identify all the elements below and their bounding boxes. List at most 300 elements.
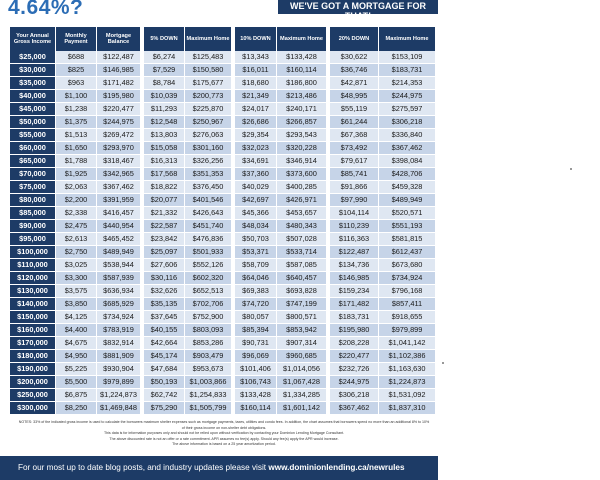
value-cell: $602,320 [185, 272, 232, 285]
income-cell: $35,000 [10, 77, 56, 90]
value-cell: $15,058 [144, 142, 185, 155]
value-cell: $318,467 [97, 155, 141, 168]
table-body [10, 51, 436, 415]
value-cell: $1,925 [56, 168, 97, 181]
value-cell: $501,933 [185, 246, 232, 259]
stray-dot [442, 362, 444, 364]
value-cell: $90,731 [235, 337, 277, 350]
header-mortgage-balance: Mortgage Balance [97, 27, 141, 51]
value-cell: $220,477 [97, 103, 141, 116]
income-cell: $160,000 [10, 324, 56, 337]
value-cell: $979,899 [97, 376, 141, 389]
value-cell: $26,686 [235, 116, 277, 129]
value-cell: $979,899 [379, 324, 436, 337]
value-cell: $752,900 [185, 311, 232, 324]
value-cell: $293,970 [97, 142, 141, 155]
income-cell: $55,000 [10, 129, 56, 142]
value-cell: $133,428 [277, 51, 327, 64]
value-cell: $62,742 [144, 389, 185, 402]
value-cell: $4,125 [56, 311, 97, 324]
value-cell: $3,300 [56, 272, 97, 285]
value-cell: $125,483 [185, 51, 232, 64]
header-income: Your Annual Gross Income [10, 27, 56, 51]
value-cell: $13,343 [235, 51, 277, 64]
value-cell: $50,703 [235, 233, 277, 246]
value-cell: $122,487 [97, 51, 141, 64]
value-cell: $225,870 [185, 103, 232, 116]
table-row [10, 259, 436, 272]
income-cell: $170,000 [10, 337, 56, 350]
value-cell: $3,575 [56, 285, 97, 298]
table-row [10, 272, 436, 285]
value-cell: $1,531,092 [379, 389, 436, 402]
note-text: This data is for information purposes only and should not be relied upon without verification by contacting your Dominion Lending Mortgage Consultant. [103, 431, 345, 436]
value-cell: $903,479 [185, 350, 232, 363]
value-cell: $146,985 [97, 64, 141, 77]
value-cell: $208,228 [330, 337, 379, 350]
header-max-home-10: Maximum Home [277, 27, 327, 51]
value-cell: $183,731 [330, 311, 379, 324]
value-cell: $426,643 [185, 207, 232, 220]
value-cell: $1,650 [56, 142, 97, 155]
value-cell: $416,457 [97, 207, 141, 220]
value-cell: $428,706 [379, 168, 436, 181]
value-cell: $702,706 [185, 298, 232, 311]
value-cell: $22,587 [144, 220, 185, 233]
value-cell: $42,697 [235, 194, 277, 207]
value-cell: $171,482 [97, 77, 141, 90]
value-cell: $64,046 [235, 272, 277, 285]
value-cell: $34,691 [235, 155, 277, 168]
value-cell: $1,601,142 [277, 402, 327, 415]
value-cell: $232,726 [330, 363, 379, 376]
income-cell: $90,000 [10, 220, 56, 233]
value-cell: $293,543 [277, 129, 327, 142]
value-cell: $11,293 [144, 103, 185, 116]
value-cell: $50,193 [144, 376, 185, 389]
value-cell: $803,093 [185, 324, 232, 337]
value-cell: $747,199 [277, 298, 327, 311]
value-cell: $918,655 [379, 311, 436, 324]
table-header-row [10, 27, 436, 51]
table-row [10, 51, 436, 64]
value-cell: $69,383 [235, 285, 277, 298]
value-cell: $853,286 [185, 337, 232, 350]
value-cell: $1,067,428 [277, 376, 327, 389]
table-row [10, 350, 436, 363]
value-cell: $160,114 [277, 64, 327, 77]
income-cell: $75,000 [10, 181, 56, 194]
value-cell: $134,736 [330, 259, 379, 272]
value-cell: $440,954 [97, 220, 141, 233]
value-cell: $240,171 [277, 103, 327, 116]
value-cell: $489,949 [97, 246, 141, 259]
income-cell: $120,000 [10, 272, 56, 285]
value-cell: $451,740 [185, 220, 232, 233]
income-cell: $250,000 [10, 389, 56, 402]
header-max-home-20: Maximum Home [379, 27, 436, 51]
value-cell: $21,349 [235, 90, 277, 103]
value-cell: $20,077 [144, 194, 185, 207]
income-cell: $110,000 [10, 259, 56, 272]
value-cell: $367,462 [379, 142, 436, 155]
value-cell: $301,160 [185, 142, 232, 155]
headline-rate: 4.64%? [8, 0, 84, 19]
value-cell: $685,929 [97, 298, 141, 311]
value-cell: $2,475 [56, 220, 97, 233]
value-cell: $326,256 [185, 155, 232, 168]
value-cell: $1,254,833 [185, 389, 232, 402]
value-cell: $336,840 [379, 129, 436, 142]
header-max-home-5: Maximum Home [185, 27, 232, 51]
value-cell: $55,119 [330, 103, 379, 116]
value-cell: $36,746 [330, 64, 379, 77]
value-cell: $636,934 [97, 285, 141, 298]
income-cell: $65,000 [10, 155, 56, 168]
value-cell: $220,477 [330, 350, 379, 363]
value-cell: $18,680 [235, 77, 277, 90]
value-cell: $80,057 [235, 311, 277, 324]
table-row [10, 324, 436, 337]
value-cell: $250,967 [185, 116, 232, 129]
header-monthly-payment: Monthly Payment [56, 27, 97, 51]
table-row [10, 207, 436, 220]
value-cell: $4,400 [56, 324, 97, 337]
income-cell: $130,000 [10, 285, 56, 298]
value-cell: $116,363 [330, 233, 379, 246]
value-cell: $907,314 [277, 337, 327, 350]
table-row [10, 246, 436, 259]
value-cell: $186,800 [277, 77, 327, 90]
stray-dot [570, 168, 572, 170]
value-cell: $688 [56, 51, 97, 64]
value-cell: $963 [56, 77, 97, 90]
value-cell: $1,837,310 [379, 402, 436, 415]
value-cell: $4,950 [56, 350, 97, 363]
value-cell: $30,116 [144, 272, 185, 285]
value-cell: $40,155 [144, 324, 185, 337]
value-cell: $153,109 [379, 51, 436, 64]
notes-section [18, 420, 430, 448]
value-cell: $3,850 [56, 298, 97, 311]
value-cell: $673,680 [379, 259, 436, 272]
table-row [10, 103, 436, 116]
value-cell: $800,571 [277, 311, 327, 324]
value-cell: $45,174 [144, 350, 185, 363]
value-cell: $195,980 [97, 90, 141, 103]
value-cell: $320,228 [277, 142, 327, 155]
value-cell: $17,568 [144, 168, 185, 181]
value-cell: $693,828 [277, 285, 327, 298]
income-cell: $200,000 [10, 376, 56, 389]
value-cell: $183,731 [379, 64, 436, 77]
value-cell: $4,675 [56, 337, 97, 350]
table-row [10, 220, 436, 233]
value-cell: $453,657 [277, 207, 327, 220]
value-cell: $75,290 [144, 402, 185, 415]
value-cell: $47,684 [144, 363, 185, 376]
value-cell: $581,815 [379, 233, 436, 246]
table-row [10, 389, 436, 402]
value-cell: $832,914 [97, 337, 141, 350]
value-cell: $346,914 [277, 155, 327, 168]
value-cell: $1,041,142 [379, 337, 436, 350]
table-row [10, 64, 436, 77]
value-cell: $91,866 [330, 181, 379, 194]
value-cell: $6,875 [56, 389, 97, 402]
value-cell: $266,857 [277, 116, 327, 129]
income-cell: $100,000 [10, 246, 56, 259]
value-cell: $40,029 [235, 181, 277, 194]
value-cell: $23,842 [144, 233, 185, 246]
income-cell: $300,000 [10, 402, 56, 415]
value-cell: $21,332 [144, 207, 185, 220]
table-row [10, 194, 436, 207]
value-cell: $930,904 [97, 363, 141, 376]
value-cell: $159,234 [330, 285, 379, 298]
table-row [10, 90, 436, 103]
value-cell: $538,944 [97, 259, 141, 272]
value-cell: $533,714 [277, 246, 327, 259]
value-cell: $3,025 [56, 259, 97, 272]
value-cell: $1,375 [56, 116, 97, 129]
value-cell: $73,492 [330, 142, 379, 155]
note-text: The above information is based on a 25 year amortization period. [172, 442, 276, 447]
value-cell: $13,803 [144, 129, 185, 142]
value-cell: $67,368 [330, 129, 379, 142]
value-cell: $398,084 [379, 155, 436, 168]
value-cell: $480,343 [277, 220, 327, 233]
value-cell: $85,394 [235, 324, 277, 337]
value-cell: $27,606 [144, 259, 185, 272]
value-cell: $489,949 [379, 194, 436, 207]
value-cell: $1,238 [56, 103, 97, 116]
value-cell: $1,003,866 [185, 376, 232, 389]
value-cell: $58,709 [235, 259, 277, 272]
value-cell: $213,486 [277, 90, 327, 103]
value-cell: $465,452 [97, 233, 141, 246]
value-cell: $10,039 [144, 90, 185, 103]
value-cell: $32,023 [235, 142, 277, 155]
value-cell: $2,200 [56, 194, 97, 207]
value-cell: $426,971 [277, 194, 327, 207]
value-cell: $2,613 [56, 233, 97, 246]
income-cell: $70,000 [10, 168, 56, 181]
value-cell: $306,218 [379, 116, 436, 129]
value-cell: $8,250 [56, 402, 97, 415]
table-row [10, 402, 436, 415]
value-cell: $79,617 [330, 155, 379, 168]
table-row [10, 363, 436, 376]
value-cell: $391,959 [97, 194, 141, 207]
header-5-down: 5% DOWN [144, 27, 185, 51]
value-cell: $367,462 [97, 181, 141, 194]
value-cell: $37,645 [144, 311, 185, 324]
table-row [10, 168, 436, 181]
value-cell: $476,836 [185, 233, 232, 246]
income-cell: $140,000 [10, 298, 56, 311]
value-cell: $48,034 [235, 220, 277, 233]
table-row [10, 311, 436, 324]
table-row [10, 77, 436, 90]
value-cell: $96,069 [235, 350, 277, 363]
value-cell: $16,313 [144, 155, 185, 168]
value-cell: $367,462 [330, 402, 379, 415]
value-cell: $6,274 [144, 51, 185, 64]
income-cell: $180,000 [10, 350, 56, 363]
value-cell: $16,011 [235, 64, 277, 77]
header-10-down: 10% DOWN [235, 27, 277, 51]
header-20-down: 20% DOWN [330, 27, 379, 51]
value-cell: $1,505,799 [185, 402, 232, 415]
value-cell: $37,360 [235, 168, 277, 181]
table-row [10, 142, 436, 155]
value-cell: $61,244 [330, 116, 379, 129]
value-cell: $881,909 [97, 350, 141, 363]
value-cell: $507,028 [277, 233, 327, 246]
footer-link[interactable]: www.dominionlending.ca/newrules [268, 463, 405, 472]
value-cell: $30,622 [330, 51, 379, 64]
value-cell: $160,114 [235, 402, 277, 415]
note-text: The above discounted rate is not an offer or a rate commitment. APR assumes no fee(s) apply. Should any fee(s) apply the APR would increase. [109, 436, 339, 441]
value-cell: $1,102,386 [379, 350, 436, 363]
table-row [10, 116, 436, 129]
mortgage-table [10, 27, 436, 415]
value-cell: $48,995 [330, 90, 379, 103]
table-row [10, 298, 436, 311]
value-cell: $342,965 [97, 168, 141, 181]
value-cell: $796,168 [379, 285, 436, 298]
value-cell: $32,626 [144, 285, 185, 298]
income-cell: $30,000 [10, 64, 56, 77]
value-cell: $276,063 [185, 129, 232, 142]
mortgage-table-container [10, 27, 436, 415]
value-cell: $200,773 [185, 90, 232, 103]
value-cell: $1,334,285 [277, 389, 327, 402]
value-cell: $45,366 [235, 207, 277, 220]
value-cell: $960,685 [277, 350, 327, 363]
income-cell: $150,000 [10, 311, 56, 324]
income-cell: $95,000 [10, 233, 56, 246]
value-cell: $150,580 [185, 64, 232, 77]
value-cell: $175,677 [185, 77, 232, 90]
value-cell: $244,975 [379, 90, 436, 103]
value-cell: $552,126 [185, 259, 232, 272]
income-cell: $85,000 [10, 207, 56, 220]
table-row [10, 155, 436, 168]
value-cell: $244,975 [330, 376, 379, 389]
income-cell: $45,000 [10, 103, 56, 116]
tagline-banner: WE'VE GOT A MORTGAGE FOR THAT! [278, 0, 438, 14]
value-cell: $520,571 [379, 207, 436, 220]
value-cell: $146,985 [330, 272, 379, 285]
value-cell: $401,546 [185, 194, 232, 207]
table-row [10, 129, 436, 142]
value-cell: $42,871 [330, 77, 379, 90]
value-cell: $783,919 [97, 324, 141, 337]
value-cell: $18,822 [144, 181, 185, 194]
value-cell: $244,975 [97, 116, 141, 129]
value-cell: $587,939 [97, 272, 141, 285]
value-cell: $1,224,873 [97, 389, 141, 402]
table-row [10, 233, 436, 246]
value-cell: $734,924 [379, 272, 436, 285]
value-cell: $42,664 [144, 337, 185, 350]
value-cell: $1,014,056 [277, 363, 327, 376]
value-cell: $2,338 [56, 207, 97, 220]
value-cell: $351,353 [185, 168, 232, 181]
value-cell: $734,924 [97, 311, 141, 324]
value-cell: $133,428 [235, 389, 277, 402]
value-cell: $1,513 [56, 129, 97, 142]
value-cell: $1,163,630 [379, 363, 436, 376]
blank-right-area [438, 0, 600, 480]
income-cell: $80,000 [10, 194, 56, 207]
table-row [10, 285, 436, 298]
value-cell: $853,942 [277, 324, 327, 337]
note-text: NOTES: 33% of the indicated gross income is used to calculate the borrowers maximum shelter expenses such as mortgage payments, taxes, utilities and condo fees. In addition, the chart assumes that borrowers spend no more than an additional 8% to 10% of their gross income on non-shelter debt obligations. [18, 420, 430, 430]
value-cell: $5,500 [56, 376, 97, 389]
value-cell: $306,218 [330, 389, 379, 402]
value-cell: $29,354 [235, 129, 277, 142]
value-cell: $85,741 [330, 168, 379, 181]
value-cell: $7,529 [144, 64, 185, 77]
value-cell: $551,193 [379, 220, 436, 233]
value-cell: $652,513 [185, 285, 232, 298]
value-cell: $12,548 [144, 116, 185, 129]
income-cell: $60,000 [10, 142, 56, 155]
value-cell: $214,353 [379, 77, 436, 90]
value-cell: $1,469,848 [97, 402, 141, 415]
income-cell: $40,000 [10, 90, 56, 103]
value-cell: $97,990 [330, 194, 379, 207]
value-cell: $53,371 [235, 246, 277, 259]
table-row [10, 376, 436, 389]
value-cell: $106,743 [235, 376, 277, 389]
value-cell: $104,114 [330, 207, 379, 220]
value-cell: $857,411 [379, 298, 436, 311]
value-cell: $640,457 [277, 272, 327, 285]
value-cell: $35,135 [144, 298, 185, 311]
value-cell: $376,450 [185, 181, 232, 194]
value-cell: $74,720 [235, 298, 277, 311]
footer-bar [0, 456, 438, 480]
value-cell: $171,482 [330, 298, 379, 311]
footer-text: For our most up to date blog posts, and industry updates please visit [18, 463, 267, 472]
value-cell: $400,285 [277, 181, 327, 194]
value-cell: $1,100 [56, 90, 97, 103]
value-cell: $2,063 [56, 181, 97, 194]
value-cell: $5,225 [56, 363, 97, 376]
value-cell: $122,487 [330, 246, 379, 259]
value-cell: $275,597 [379, 103, 436, 116]
value-cell: $269,472 [97, 129, 141, 142]
value-cell: $587,085 [277, 259, 327, 272]
income-cell: $190,000 [10, 363, 56, 376]
value-cell: $953,673 [185, 363, 232, 376]
table-row [10, 181, 436, 194]
value-cell: $373,600 [277, 168, 327, 181]
income-cell: $50,000 [10, 116, 56, 129]
value-cell: $825 [56, 64, 97, 77]
value-cell: $8,784 [144, 77, 185, 90]
table-row [10, 337, 436, 350]
value-cell: $2,750 [56, 246, 97, 259]
value-cell: $110,239 [330, 220, 379, 233]
value-cell: $24,017 [235, 103, 277, 116]
value-cell: $1,224,873 [379, 376, 436, 389]
income-cell: $25,000 [10, 51, 56, 64]
